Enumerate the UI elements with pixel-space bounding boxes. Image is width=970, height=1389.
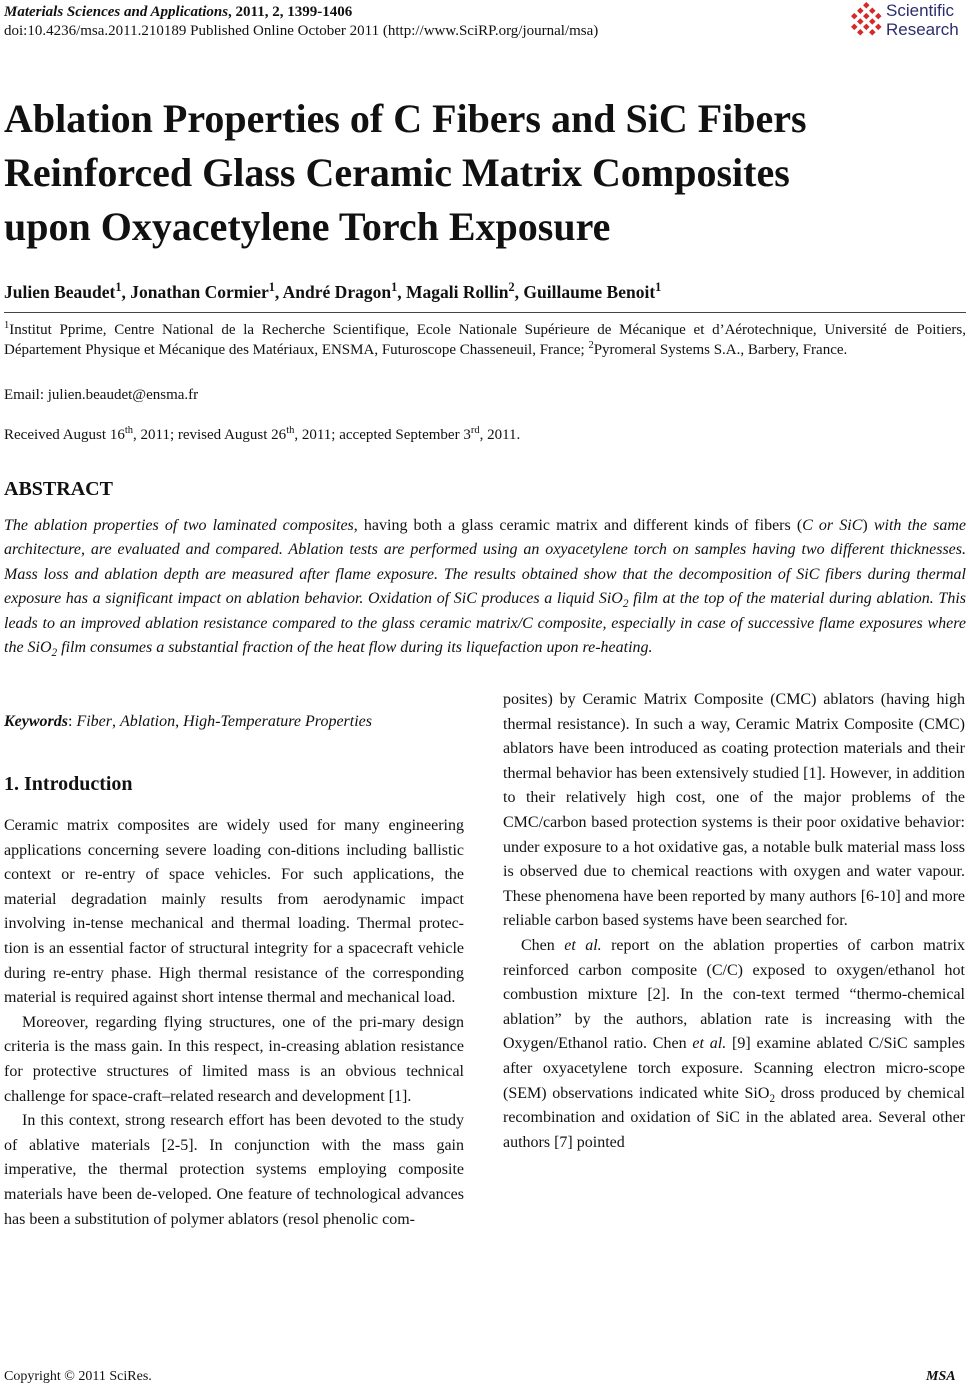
et-al: et al. (564, 936, 602, 954)
author-divider (4, 312, 966, 313)
paragraph: Moreover, regarding flying structures, one of the pri-mary design criteria is the mass gain. In this respect, in-creasing ablation resistance for protective structures of limited mass is an obvious technical challenge for space-craft–related research and development [1]. (4, 1013, 464, 1105)
author-separator: , (514, 282, 524, 302)
paragraph-segment: Chen (521, 936, 565, 954)
body-column-right (503, 688, 965, 1155)
subscript: 2 (622, 598, 629, 611)
scientific-research-logo-icon (850, 2, 884, 36)
doi-line: doi:10.4236/msa.2011.210189 Published Online October 2011 (http://www.SciRP.org/journal/msa) (4, 23, 599, 39)
logo-square (869, 7, 876, 14)
author-separator: , (121, 282, 131, 302)
publisher-name-line2: Research (886, 20, 959, 39)
abstract-text (4, 514, 966, 660)
logo-square (875, 13, 882, 20)
subscript: 2 (769, 1092, 776, 1105)
ordinal-suffix: rd (470, 425, 480, 436)
author-name: André Dragon (282, 282, 392, 302)
author-affiliation-mark: 2 (508, 280, 515, 295)
abstract-segment: , are evaluated and compared. Ablation tests are performed using an oxyacetylene torch on samples having two different thicknesses. Mass loss and ablation depth are measured after flame exposure. The results obtained show that the decomposition of SiC fibers during thermal exposure has a significant impact on ablation behavior. Oxidation of SiC produces a liquid SiO (4, 541, 966, 608)
keyword-separator: , (175, 713, 184, 730)
journal-citation (4, 2, 352, 22)
logo-square (863, 24, 870, 31)
contact-email: Email: julien.beaudet@ensma.fr (4, 387, 199, 403)
author-affiliation-mark: 1 (391, 280, 398, 295)
revised-text: , 2011; revised August 26 (133, 427, 287, 443)
keywords-colon: : (68, 713, 77, 730)
logo-square (857, 7, 864, 14)
keyword: Ablation (120, 713, 176, 730)
keywords (4, 710, 372, 734)
journal-abbreviation: MSA (926, 1369, 956, 1384)
paper-title (4, 92, 964, 254)
abstract-segment: ) (862, 517, 868, 534)
et-al: et al. (692, 1035, 727, 1053)
title-line-3: upon Oxyacetylene Torch Exposure (4, 204, 611, 249)
body-column-left (4, 814, 464, 1232)
paragraph: Ceramic matrix composites are widely used for many engineering applications concerning severe loading con-ditions including ballistic context or re-entry of space vehicles. For such applications, the material degradation mainly results from aerodynamic impact involving in-tense mechanical and thermal loading. Thermal protec-tion is an essential factor of structural integrity for a spacecraft vehicle during re-entry phase. High thermal resistance of the corresponding material is required against short intense thermal and mechanical load. (4, 817, 464, 1007)
journal-name: Materials Sciences and Applications (4, 4, 229, 20)
author-name: Magali Rollin (405, 282, 509, 302)
abstract-segment: The ablation properties of two laminated composites (4, 517, 354, 534)
abstract-segment: ( (796, 517, 803, 534)
received-text: Received August 16 (4, 427, 125, 443)
journal-volume: , 2011, 2, 1399-1406 (228, 4, 353, 20)
abstract-segment: film at the top of the material during ablation. This leads to an improved ablation resistance compared to the glass ceramic matrix/C composite (4, 590, 966, 632)
affiliations (4, 320, 966, 360)
author-name: Julien Beaudet (4, 282, 116, 302)
logo-square (875, 24, 882, 31)
paragraph-segment: [9] examine ablated C/SiC samples after oxyacetylene torch exposure. Scanning electron micro-scope (SEM) observations indicated white SiO (503, 1035, 965, 1102)
subscript: 2 (51, 647, 58, 660)
author-name: Jonathan Cormier (130, 282, 269, 302)
paragraph-segment: dross produced by chemical recombination and oxidation of SiC in the ablated area. Several other authors [7] pointed (503, 1084, 965, 1151)
abstract-segment: , especially in case of successive flame exposures where the SiO (4, 614, 967, 657)
author-affiliation-mark: 1 (655, 280, 662, 295)
logo-square (857, 29, 864, 36)
paragraph-segment: report on the ablation properties of carbon matrix reinforced carbon composite (C/C) exposed to oxygen/ethanol hot combustion mixture [2]. In the con-text termed “thermo-chemical ablation” by the authors, ablation rate is increasing with the Oxygen/Ethanol ratio. Chen (503, 936, 966, 1053)
affiliation-mark: 1 (4, 320, 10, 331)
title-line-1: Ablation Properties of C Fibers and SiC Fibers (4, 96, 807, 141)
keyword: Fiber (76, 713, 112, 730)
accepted-text: , 2011; accepted September 3 (294, 427, 471, 443)
author-list (4, 280, 661, 304)
affiliation-text: Institut Pprime, Centre National de la Recherche Scientifique, Ecole Nationale Supérieure de Mécanique et d’Aérotechnique, Université de Poitiers, Département Physique et Mécanique des Matériaux, ENSMA, Futuroscope Chasseneuil, France; (4, 322, 966, 358)
logo-square (851, 13, 858, 20)
author-affiliation-mark: 1 (268, 280, 275, 295)
keyword: High-Temperature Properties (183, 713, 372, 730)
publisher-name (886, 1, 959, 39)
abstract-heading: ABSTRACT (4, 478, 113, 500)
keyword-separator: , (112, 713, 120, 730)
copyright-footer: Copyright © 2011 SciRes. (4, 1369, 152, 1384)
paragraph (503, 934, 965, 1155)
author-name: Guillaume Benoit (523, 282, 656, 302)
author-separator: , (274, 282, 283, 302)
section-heading: 1. Introduction (4, 773, 133, 795)
publisher-name-line1: Scientific (886, 1, 955, 20)
logo-square (869, 29, 876, 36)
logo-square (857, 18, 864, 25)
received-dates (4, 425, 520, 445)
paragraph: posites) by Ceramic Matrix Composite (CMC) ablators (having high thermal resistance). In such a way, Ceramic Matrix Composite (CMC) ablators have been introduced as coating protection materials and their thermal behavior has been extensively studied [1]. However, in addition to their relatively high cost, one of the major problems of the CMC/carbon based protection systems is their poor oxidative behavior: under exposure to a hot oxidative gas, a notable bulk material mass loss is observed due to chemical reactions with oxygen and water vapour. These phenomena have been reported by many authors [6-10] and more reliable carbon based systems have been searched for. (503, 691, 965, 930)
affiliation-mark: 2 (588, 340, 594, 351)
year-text: , 2011. (479, 427, 521, 443)
keywords-label: Keywords (4, 713, 68, 730)
logo-square (869, 18, 876, 25)
abstract-segment: C or SiC (802, 517, 863, 534)
abstract-segment: film consumes a substantial fraction of the heat flow during its liquefaction upon re-heating. (57, 639, 653, 657)
abstract-segment: , having both a glass ceramic matrix and different kinds of fibers (353, 517, 797, 534)
ordinal-suffix: th (286, 425, 295, 436)
ordinal-suffix: th (124, 425, 133, 436)
publisher-logo (850, 0, 968, 42)
author-affiliation-mark: 1 (115, 280, 122, 295)
abstract-segment: with the same architecture (4, 517, 967, 559)
logo-square (863, 2, 870, 9)
logo-square (863, 13, 870, 20)
logo-square (851, 24, 858, 31)
affiliation-text: Pyromeral Systems S.A., Barbery, France. (593, 342, 848, 358)
author-separator: , (397, 282, 406, 302)
paragraph: In this context, strong research effort has been devoted to the study of ablative materials [2-5]. In conjunction with the mass gain imperative, the thermal protection systems employing composite materials have been de-veloped. One feature of technological advances has been a substitution of polymer ablators (resol phenolic com- (4, 1112, 464, 1228)
title-line-2: Reinforced Glass Ceramic Matrix Composites (4, 150, 790, 195)
